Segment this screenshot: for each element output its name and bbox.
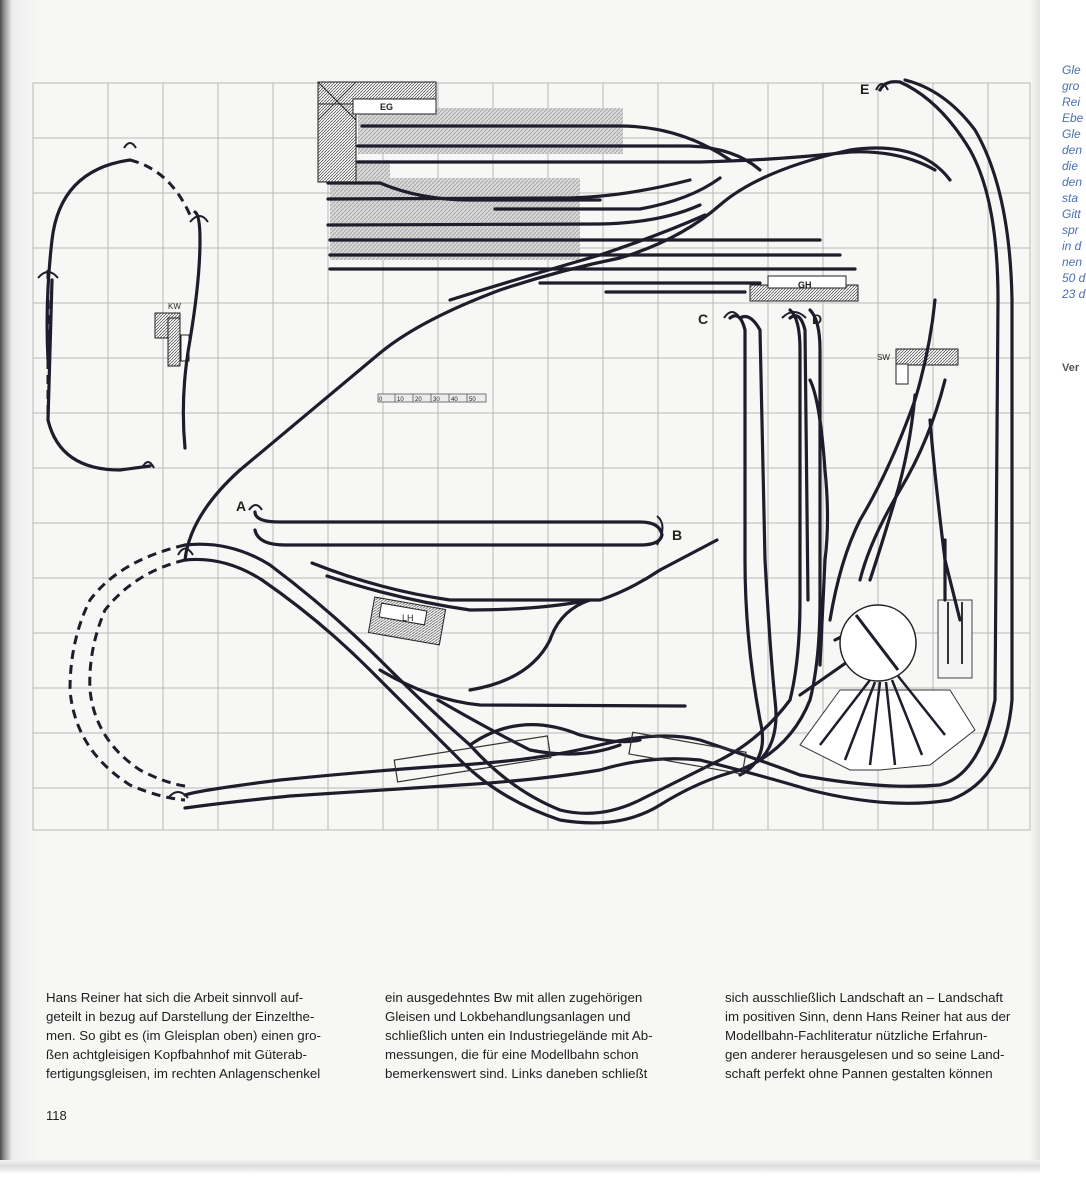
hidden-tracks bbox=[48, 160, 190, 800]
connection-label-b: B bbox=[672, 527, 683, 543]
scale-tick-label: 10 bbox=[397, 397, 404, 403]
text-line: fertigungsgleisen, im rechten Anlagenschenkel bbox=[46, 1066, 321, 1081]
connection-label-c: C bbox=[698, 311, 709, 327]
label-lh: LH bbox=[402, 613, 414, 623]
next-page-fragment: die bbox=[1062, 159, 1079, 173]
next-page-fragment: gro bbox=[1062, 79, 1080, 93]
text-line: Hans Reiner hat sich die Arbeit sinnvoll auf- bbox=[46, 990, 304, 1005]
connection-label-a: A bbox=[236, 498, 247, 514]
next-page-fragment: den bbox=[1062, 143, 1083, 157]
next-page-fragment: Ebe bbox=[1062, 111, 1084, 125]
page-edge bbox=[0, 1160, 1086, 1200]
text-line: geteilt in bezug auf Darstellung der Einzelthe- bbox=[46, 1009, 315, 1024]
text-line: men. So gibt es (im Gleisplan oben) einen gro- bbox=[46, 1028, 321, 1043]
text-line: messungen, die für eine Modellbahn schon bbox=[385, 1047, 639, 1062]
text-line: im positiven Sinn, denn Hans Reiner hat aus der bbox=[725, 1009, 1011, 1024]
connection-label-d: D bbox=[812, 311, 823, 327]
next-page-fragment: in d bbox=[1062, 239, 1082, 253]
next-page-fragment: Rei bbox=[1062, 95, 1081, 109]
text-line: Modellbahn-Fachliteratur nützliche Erfahrun- bbox=[725, 1028, 988, 1043]
next-page-edge bbox=[1040, 0, 1086, 1200]
label-gh: GH bbox=[798, 280, 812, 290]
scale-tick-label: 30 bbox=[433, 397, 440, 403]
text-line: schließlich unten ein Industriegelände mit Ab- bbox=[385, 1028, 653, 1043]
scale-tick-label: 40 bbox=[451, 397, 458, 403]
next-page-fragment: den bbox=[1062, 175, 1083, 189]
text-line: bemerkenswert sind. Links daneben schließt bbox=[385, 1066, 648, 1081]
next-page-fragment: Gle bbox=[1062, 63, 1081, 77]
text-line: ein ausgedehntes Bw mit allen zugehörigen bbox=[385, 990, 643, 1005]
label-sw: SW bbox=[877, 353, 890, 362]
label-eg: EG bbox=[380, 102, 394, 112]
text-line: Gleisen und Lokbehandlungsanlagen und bbox=[385, 1009, 631, 1024]
next-page-fragment: 50 d bbox=[1062, 271, 1086, 285]
scale-tick-label: 20 bbox=[415, 397, 422, 403]
text-column-middle bbox=[385, 988, 706, 1083]
scale-tick-label: 50 bbox=[469, 397, 476, 403]
depot-building bbox=[938, 600, 972, 678]
page-number: 118 bbox=[46, 1108, 67, 1123]
label-kw: KW bbox=[168, 302, 181, 311]
scale-bar bbox=[378, 394, 486, 403]
text-column-left bbox=[46, 988, 364, 1083]
next-page-heading: Ver bbox=[1062, 362, 1080, 374]
text-column-right bbox=[725, 988, 1037, 1083]
text-line: schaft perfekt ohne Pannen gestalten können bbox=[725, 1066, 993, 1081]
text-line: sich ausschließlich Landschaft an – Landschaft bbox=[725, 990, 1003, 1005]
connection-label-e: E bbox=[860, 81, 870, 97]
next-page-fragment: sta bbox=[1062, 191, 1079, 205]
text-line: gen anderer herausgelesen und so seine Land- bbox=[725, 1047, 1005, 1062]
scale-tick-label: 0 bbox=[379, 397, 383, 403]
next-page-fragment: spr bbox=[1062, 223, 1079, 237]
next-page-fragment: 23 d bbox=[1062, 287, 1086, 301]
next-page-fragment: Gitt bbox=[1062, 207, 1081, 221]
next-page-fragment: nen bbox=[1062, 255, 1083, 269]
text-line: ßen achtgleisigen Kopfbahnhof mit Güterab- bbox=[46, 1047, 307, 1062]
next-page-fragment: Gle bbox=[1062, 127, 1081, 141]
